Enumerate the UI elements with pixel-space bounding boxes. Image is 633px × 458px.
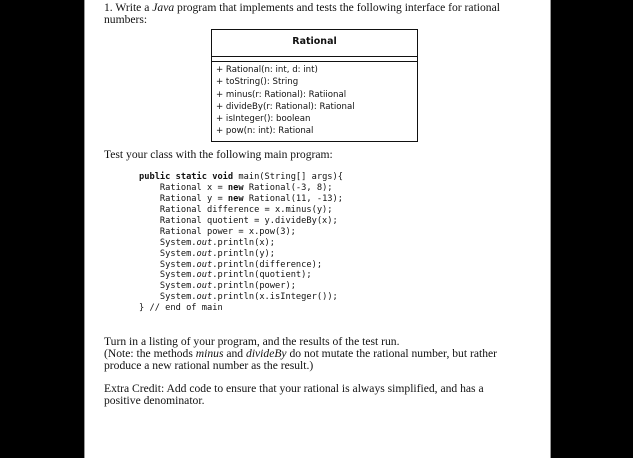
code-italic: out: [196, 270, 213, 281]
note-method-divideby: divideBy: [246, 347, 287, 360]
code-text: System.: [159, 281, 197, 292]
code-text: main(String[] args){: [233, 172, 343, 182]
code-italic: out: [196, 248, 213, 259]
question-line-2: numbers:: [104, 13, 148, 26]
code-text: x =: [201, 182, 228, 193]
code-text: Rational: [159, 193, 202, 204]
code-line-signature: [139, 172, 343, 183]
question-java: Java: [152, 1, 175, 14]
code-text: Rational quotient = y.divideBy(x);: [159, 215, 338, 226]
code-line-difference: [139, 205, 343, 216]
code-text: System.: [159, 292, 197, 303]
uml-divider: [212, 56, 417, 57]
code-text: .println(y);: [212, 248, 276, 259]
code-line-print: [139, 292, 343, 303]
code-keyword: new: [227, 193, 244, 204]
code-line-y: [139, 194, 343, 205]
code-italic: out: [196, 292, 213, 303]
code-text: Rational(-3, 8);: [243, 182, 333, 193]
code-text: Rational difference = x.minus(y);: [159, 204, 333, 215]
uml-method-list: [216, 64, 355, 138]
uml-method: + pow(n: int): Rational: [216, 126, 314, 137]
code-listing: [139, 172, 343, 314]
uml-method: + isInteger(): boolean: [216, 114, 311, 125]
extra-credit-line-1: Extra Credit: Add code to ensure that your rational is always simplified, and has a: [104, 382, 484, 395]
code-line-x: [139, 183, 343, 194]
note-line-2: produce a new rational number as the result.): [104, 359, 314, 372]
code-line-closing: } // end of main: [139, 303, 223, 314]
test-intro-text: Test your class with the following main program:: [104, 148, 333, 161]
code-text: System.: [159, 237, 197, 248]
code-text: .println(power);: [212, 281, 296, 292]
uml-method: + divideBy(r: Rational): Rational: [216, 101, 355, 112]
code-line-print: [139, 260, 343, 271]
note-text: and: [223, 347, 247, 360]
code-text: Rational power = x.pow(3);: [159, 226, 296, 237]
note-method-minus: minus: [195, 347, 224, 360]
code-line-print: [139, 249, 343, 260]
code-text: Rational: [159, 182, 202, 193]
code-line-print: [139, 238, 343, 249]
note-text: do not mutate the rational number, but rather: [286, 347, 497, 360]
code-text: System.: [159, 248, 197, 259]
code-keyword: new: [227, 182, 244, 193]
code-text: Rational(11, -13);: [243, 193, 344, 204]
code-line-print: [139, 281, 343, 292]
code-text: y =: [201, 193, 228, 204]
code-text: System.: [159, 259, 197, 270]
code-italic: out: [196, 281, 213, 292]
document-sheet: [84, 0, 551, 458]
uml-class-diagram: [211, 29, 418, 142]
uml-method: + minus(r: Rational): Ratiional: [216, 89, 347, 100]
note-text: (Note: the methods: [104, 347, 196, 360]
uml-divider: [212, 61, 417, 62]
code-text: .println(x);: [212, 237, 276, 248]
code-text: System.: [159, 270, 197, 281]
code-text: .println(quotient);: [212, 270, 312, 281]
question-intro-2: program that implements and tests the following interface for rational: [174, 1, 500, 14]
code-italic: out: [196, 259, 213, 270]
code-line-power: [139, 227, 343, 238]
code-text: .println(x.isInteger());: [212, 292, 338, 303]
code-line-print: [139, 270, 343, 281]
question-intro-1: 1. Write a: [104, 1, 153, 14]
question-line-1: [104, 1, 500, 14]
uml-class-name: Rational: [292, 36, 337, 47]
uml-method: + toString(): String: [216, 77, 299, 88]
code-line-quotient: [139, 216, 343, 227]
code-keyword: public static void: [139, 172, 234, 182]
extra-credit-line-2: positive denominator.: [104, 394, 205, 407]
code-italic: out: [196, 237, 213, 248]
code-text: .println(difference);: [212, 259, 323, 270]
turn-in-text: Turn in a listing of your program, and the results of the test run.: [104, 335, 400, 348]
uml-method: + Rational(n: int, d: int): [216, 65, 318, 75]
